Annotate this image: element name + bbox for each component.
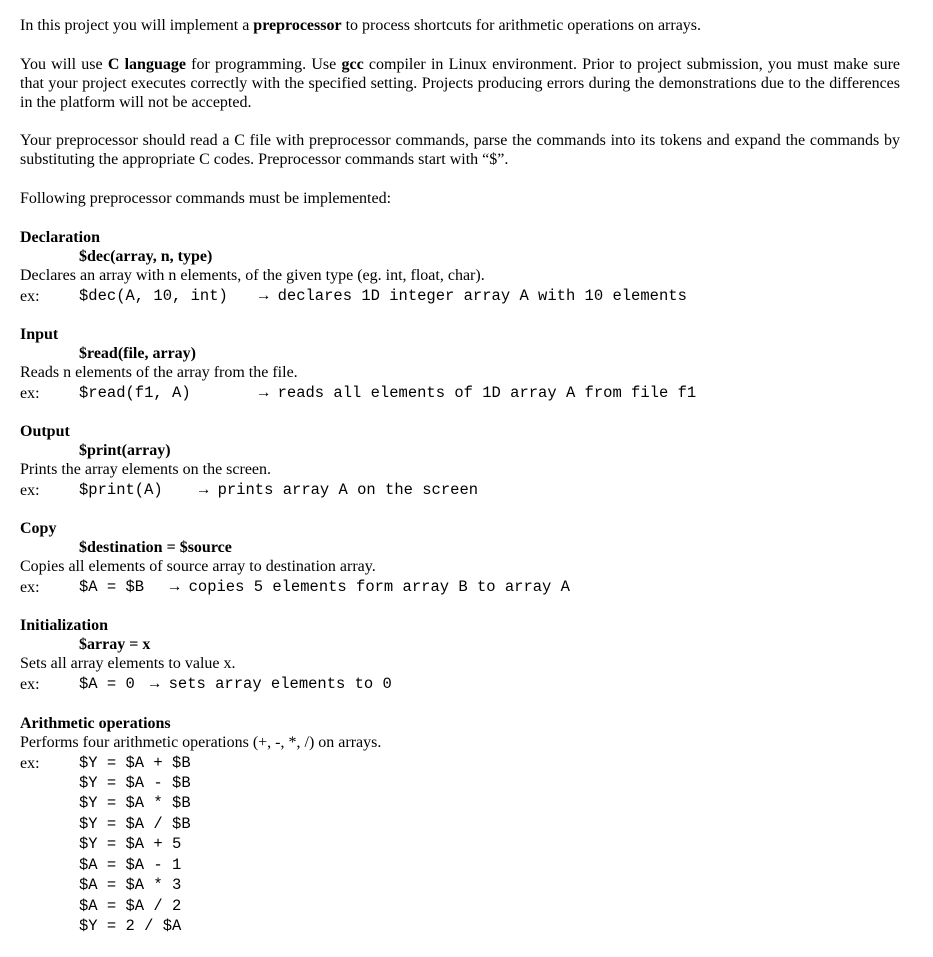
copy-ex-label: ex:	[20, 579, 40, 596]
arith-example: $Y = $A + 5	[79, 835, 182, 853]
declaration-ex-label: ex:	[20, 288, 40, 305]
arith-example: $Y = 2 / $A	[79, 917, 182, 935]
intro-bold-term: preprocessor	[253, 17, 342, 34]
init-title: Initialization	[20, 617, 109, 634]
arith-ex-label: ex:	[20, 755, 40, 772]
intro-paragraph-2	[20, 55, 900, 112]
output-ex-label: ex:	[20, 482, 40, 499]
input-ex-label: ex:	[20, 385, 40, 402]
arith-example: $Y = $A - $B	[79, 774, 191, 792]
intro-paragraph-3: Your preprocessor should read a C file with preprocessor commands, parse the commands into its tokens and expand the commands by substituting the appropriate C codes. Preprocessor commands start with “$”.	[20, 132, 900, 168]
intro-text: for programming. Use	[185, 56, 342, 73]
init-syntax: $array = x	[79, 636, 151, 653]
output-title: Output	[20, 423, 70, 440]
declaration-desc: Declares an array with n elements, of the given type (eg. int, float, char).	[20, 267, 485, 284]
arith-title: Arithmetic operations	[20, 715, 171, 732]
input-result: → reads all elements of 1D array A from file f1	[259, 384, 697, 402]
init-desc: Sets all array elements to value x.	[20, 655, 236, 672]
intro-text: You will use	[20, 56, 108, 73]
init-result: → sets array elements to 0	[150, 675, 392, 693]
arith-example: $Y = $A + $B	[79, 754, 191, 772]
arith-example: $Y = $A / $B	[79, 815, 191, 833]
arith-desc: Performs four arithmetic operations (+, -, *, /) on arrays.	[20, 734, 382, 751]
copy-result: → copies 5 elements form array B to array A	[170, 578, 570, 596]
output-desc: Prints the array elements on the screen.	[20, 461, 272, 478]
arith-example: $Y = $A * $B	[79, 794, 191, 812]
declaration-title: Declaration	[20, 229, 100, 246]
intro-text: to process shortcuts for arithmetic operations on arrays.	[341, 17, 702, 34]
output-code: $print(A)	[79, 481, 163, 499]
copy-syntax: $destination = $source	[79, 539, 232, 556]
arith-example: $A = $A - 1	[79, 856, 182, 874]
intro-text: In this project you will implement a	[20, 17, 254, 34]
intro-paragraph-4: Following preprocessor commands must be implemented:	[20, 190, 392, 207]
input-code: $read(f1, A)	[79, 384, 191, 402]
init-ex-label: ex:	[20, 676, 40, 693]
declaration-code: $dec(A, 10, int)	[79, 287, 228, 305]
copy-title: Copy	[20, 520, 57, 537]
output-result: → prints array A on the screen	[199, 481, 479, 499]
arith-example: $A = $A * 3	[79, 876, 182, 894]
copy-desc: Copies all elements of source array to destination array.	[20, 558, 376, 575]
copy-code: $A = $B	[79, 578, 145, 596]
input-syntax: $read(file, array)	[79, 345, 196, 362]
output-syntax: $print(array)	[79, 442, 171, 459]
intro-bold-term: gcc	[341, 56, 364, 73]
intro-bold-term: C language	[107, 56, 186, 73]
intro-text: compiler in Linux environment. Prior to project submission, you must make sure that your project executes correctly with the specified setting. Projects producing errors during the demonstrations due to the differences in the platform will not be accepted.	[20, 56, 900, 111]
declaration-result: → declares 1D integer array A with 10 elements	[259, 287, 687, 305]
input-title: Input	[20, 326, 59, 343]
arith-example: $A = $A / 2	[79, 897, 182, 915]
init-code: $A = 0	[79, 675, 135, 693]
intro-paragraph-1	[20, 16, 900, 35]
input-desc: Reads n elements of the array from the file.	[20, 364, 298, 381]
declaration-syntax: $dec(array, n, type)	[79, 248, 213, 265]
